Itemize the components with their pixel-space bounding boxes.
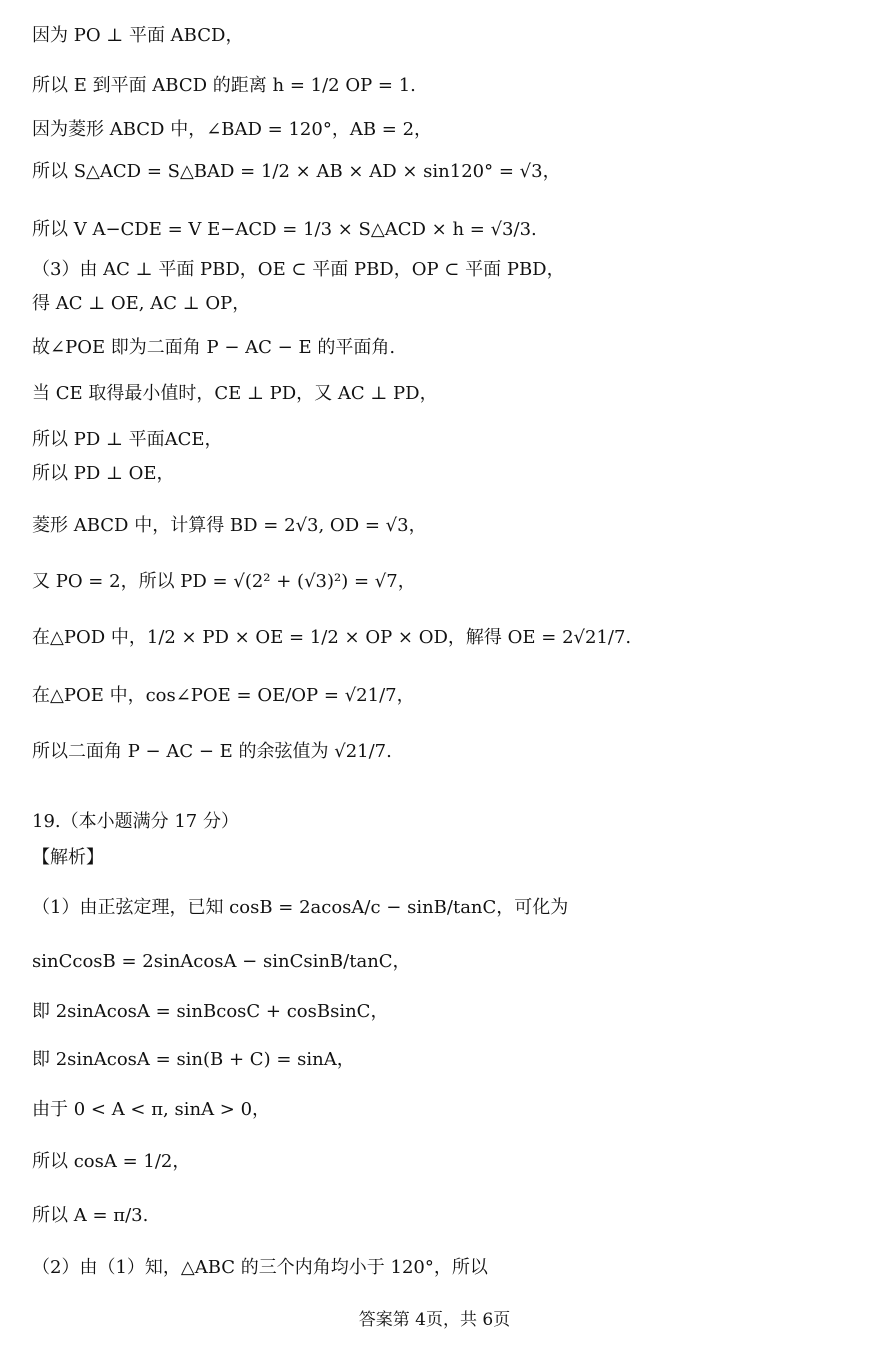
text-line: 菱形 ABCD 中，计算得 BD = 2√3, OD = √3， <box>32 515 427 536</box>
text-line: 当 CE 取得最小值时，CE ⊥ PD，又 AC ⊥ PD， <box>32 383 438 404</box>
text-line: 由于 0 < A < π, sinA > 0， <box>32 1099 271 1120</box>
text-line: 所以 V A−CDE = V E−ACD = 1/3 × S△ACD × h = √3/3. <box>32 219 537 240</box>
text-line: （3）由 AC ⊥ 平面 PBD，OE ⊂ 平面 PBD，OP ⊂ 平面 PBD， <box>32 259 565 280</box>
text-line: 又 PO = 2，所以 PD = √(2² + (√3)²) = √7， <box>32 571 416 592</box>
text-line: 故∠POE 即为二面角 P − AC − E 的平面角. <box>32 337 396 358</box>
text-line: （2）由（1）知，△ABC 的三个内角均小于 120°，所以 <box>32 1257 488 1278</box>
text-line: sinCcosB = 2sinAcosA − sinCsinB/tanC， <box>32 951 411 972</box>
text-line: 所以 E 到平面 ABCD 的距离 h = 1/2 OP = 1. <box>32 75 416 96</box>
text-line: 即 2sinAcosA = sinBcosC + cosBsinC， <box>32 1001 389 1022</box>
text-line: 在△POD 中，1/2 × PD × OE = 1/2 × OP × OD，解得 OE = 2√21/7. <box>32 627 632 648</box>
analysis-label: 【解析】 <box>32 847 104 868</box>
text-line: 因为菱形 ABCD 中，∠BAD = 120°，AB = 2， <box>32 119 433 140</box>
text-line: 所以 PD ⊥ OE， <box>32 463 175 484</box>
text-line: 所以 PD ⊥ 平面ACE， <box>32 429 223 450</box>
page-footer: 答案第 4页，共 6页 <box>358 1310 511 1330</box>
text-line: （1）由正弦定理，已知 cosB = 2acosA/c − sinB/tanC，可化为 <box>32 897 569 918</box>
text-line: 得 AC ⊥ OE, AC ⊥ OP， <box>32 293 251 314</box>
text-line: 在△POE 中，cos∠POE = OE/OP = √21/7， <box>32 685 415 706</box>
text-line: 因为 PO ⊥ 平面 ABCD， <box>32 25 244 46</box>
text-line: 所以二面角 P − AC − E 的余弦值为 √21/7. <box>32 741 392 762</box>
section-heading: 19.（本小题满分 17 分） <box>32 811 239 832</box>
text-line: 所以 S△ACD = S△BAD = 1/2 × AB × AD × sin120° = √3， <box>32 161 561 182</box>
text-line: 所以 A = π/3. <box>32 1205 149 1226</box>
text-line: 所以 cosA = 1/2， <box>32 1151 191 1172</box>
text-line: 即 2sinAcosA = sin(B + C) = sinA， <box>32 1049 355 1070</box>
